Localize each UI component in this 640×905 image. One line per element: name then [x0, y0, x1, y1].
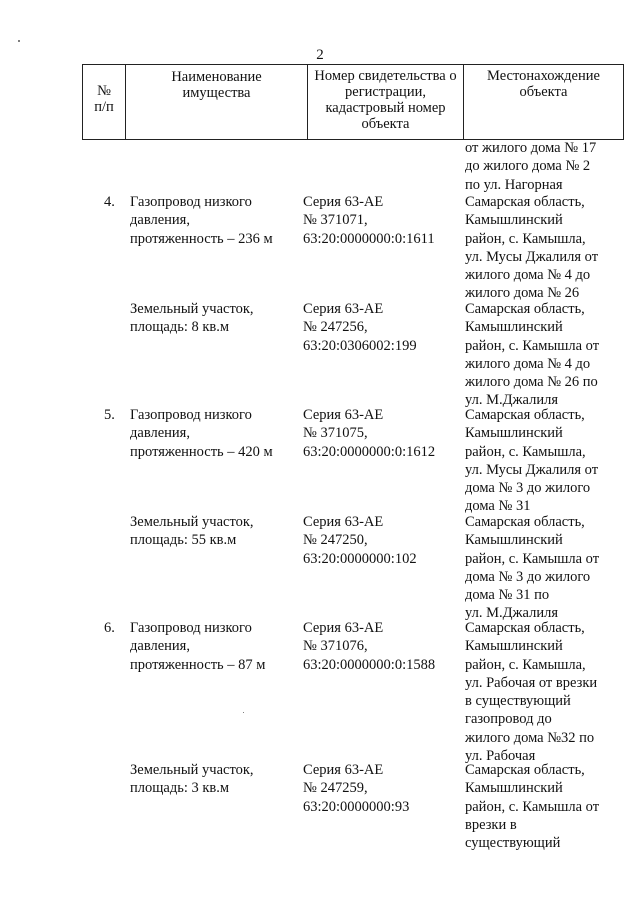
- table-header: [82, 64, 624, 140]
- header-row: [83, 65, 624, 140]
- header-property-name: Наименование имущества: [126, 65, 308, 140]
- registration-number: Серия 63-АЕ № 247250, 63:20:0000000:102: [303, 514, 417, 567]
- header-number: № п/п: [83, 65, 126, 140]
- registration-number: Серия 63-АЕ № 371075, 63:20:0000000:0:1612: [303, 407, 436, 460]
- property-name: Газопровод низкого давления, протяженность – 236 м: [130, 194, 273, 247]
- property-name: Газопровод низкого давления, протяженность – 87 м: [130, 620, 266, 673]
- property-name: Земельный участок, площадь: 3 кв.м: [130, 762, 254, 797]
- location: Самарская область, Камышлинский район, с. Камышла, ул. Мусы Джалиля от дома № 3 до жилого дома № 31: [465, 407, 599, 515]
- header-registration-number: Номер свидетельства о регистрации, кадастровый номер объекта: [308, 65, 464, 140]
- registration-number: Серия 63-АЕ № 371076, 63:20:0000000:0:1588: [303, 620, 436, 673]
- location: Самарская область, Камышлинский район, с. Камышла, ул. Мусы Джалиля от жилого дома № 4 до жилого дома № 26: [465, 194, 599, 302]
- header-location: Местонахождение объекта: [464, 65, 624, 140]
- location: Самарская область, Камышлинский район, с. Камышла от жилого дома № 4 до жилого дома № 26 по ул. М.Джалиля: [465, 301, 600, 409]
- row-number: 5.: [104, 407, 115, 423]
- registration-number: Серия 63-АЕ № 371071, 63:20:0000000:0:1611: [303, 194, 435, 247]
- row-number: 6.: [104, 620, 115, 636]
- row-number: 4.: [104, 194, 115, 210]
- registration-number: Серия 63-АЕ № 247256, 63:20:0306002:199: [303, 301, 417, 354]
- page-number: 2: [316, 47, 324, 63]
- continued-location: от жилого дома № 17 до жилого дома № 2 по ул. Нагорная: [465, 140, 597, 193]
- location: Самарская область, Камышлинский район, с. Камышла от врезки в существующий: [465, 762, 600, 852]
- property-name: Газопровод низкого давления, протяженность – 420 м: [130, 407, 273, 460]
- registration-number: Серия 63-АЕ № 247259, 63:20:0000000:93: [303, 762, 410, 815]
- property-name: Земельный участок, площадь: 55 кв.м: [130, 514, 254, 549]
- scan-speck: [18, 40, 20, 42]
- property-name: Земельный участок, площадь: 8 кв.м: [130, 301, 254, 336]
- scan-speck: [243, 712, 244, 713]
- location: Самарская область, Камышлинский район, с. Камышла, ул. Рабочая от врезки в существующий газопровод до жилого дома №32 по ул. Рабочая: [465, 620, 598, 765]
- location: Самарская область, Камышлинский район, с. Камышла от дома № 3 до жилого дома № 31 по ул. М.Джалиля: [465, 514, 600, 622]
